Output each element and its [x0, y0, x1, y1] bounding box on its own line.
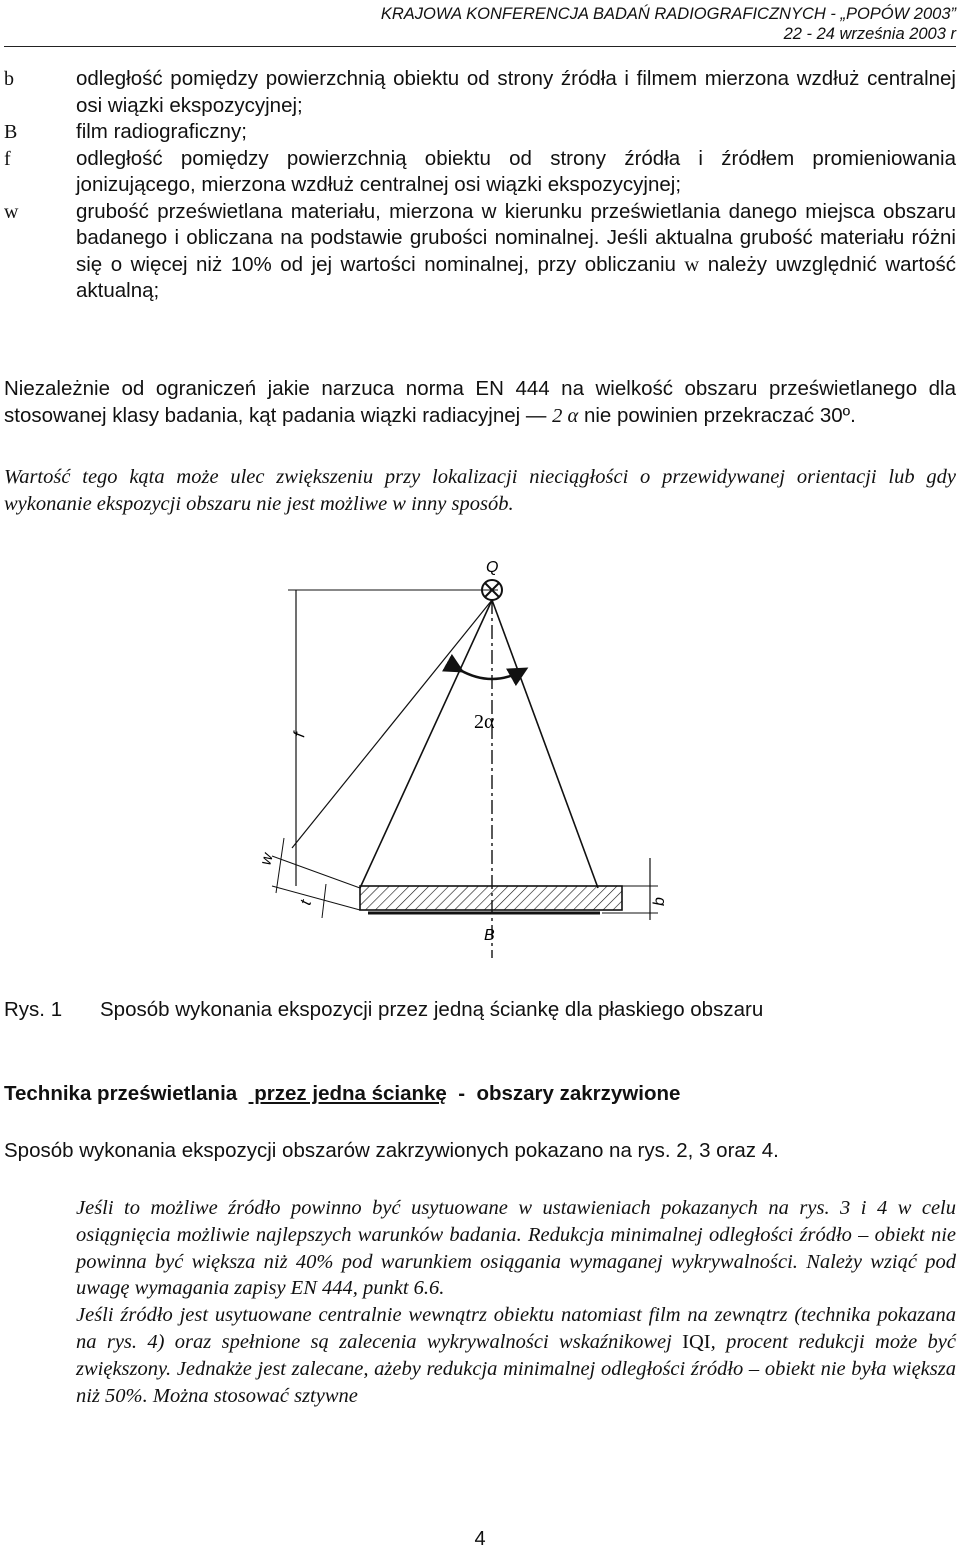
header-conference-title: KRAJOWA KONFERENCJA BADAŃ RADIOGRAFICZNYCH - „POPÓW 2003”	[380, 5, 956, 23]
paragraph-sentence: Jeśli to możliwe źródło powinno być usytuowane w ustawieniach pokazanych na rys. 3 i 4 w celu osiągnięcia możliwie najlepszych warunków badania. Redukcja minimalnej odległości źródło – obiekt nie powinna być większa niż 40% pod warunkiem osiągania wymaganej wykrywalności. Należy wziąć pod uwagę wymagania zapisy EN 444, punkt 6.6.	[76, 1197, 956, 1300]
definition-text-part: grubość prześwietlana materiału, mierzona w kierunku prześwietlania danego miejsca obszaru badanego i obliczana na podstawie grubości nominalnej. Jeśli aktualna grubość materiału różni się o więcej niż 10% od jej wartości nominalnej, przy obliczaniu	[76, 199, 956, 276]
paragraph-source-position	[76, 1195, 956, 1409]
label-b: b	[651, 897, 668, 906]
definition-text: odległość pomiędzy powierzchnią obiektu od strony źródła i filmem mierzona wzdłuż centralnej osi wiązki ekspozycyjnej;	[76, 67, 956, 117]
paragraph-text: Niezależnie od ograniczeń jakie narzuca norma EN 444 na wielkość obszaru prześwietlanego dla stosowanej klasy badania, kąt padania wiązki radiacyjnej —	[4, 377, 956, 427]
paragraph-curved-areas: Sposób wykonania ekspozycji obszarów zakrzywionych pokazano na rys. 2, 3 oraz 4.	[4, 1139, 779, 1162]
paragraph-angle-limit	[4, 376, 956, 429]
definition-f	[4, 146, 956, 199]
page-number: 4	[474, 1528, 486, 1550]
inline-symbol-w: w	[684, 253, 700, 276]
label-t: t	[297, 898, 316, 908]
beam-left	[360, 600, 492, 888]
paragraph-angle-note: Wartość tego kąta może ulec zwiększeniu przy lokalizacji nieciągłości o przewidywanej orientacji lub gdy wykonanie ekspozycji obszaru nie jest możliwe w inny sposób.	[4, 466, 956, 515]
caption-label: Rys. 1	[4, 998, 63, 1021]
paragraph-text: nie powinien przekraczać 30º.	[578, 403, 856, 427]
definition-symbol: B	[4, 121, 18, 143]
paragraph-text: Jeśli źródło jest usytuowane centralnie wewnątrz obiektu natomiast film na zewnątrz (technika pokazana na rys. 4) oraz spełnione są zalecenia wykrywalności wskaźnikowej	[76, 1304, 956, 1353]
beam-oblique	[292, 600, 492, 848]
label-film: B	[484, 927, 495, 944]
iqi-abbrev: IQI	[682, 1330, 711, 1353]
label-w: w	[257, 851, 277, 868]
definition-symbol: w	[4, 200, 19, 223]
definition-text	[76, 199, 956, 305]
object-plate	[360, 886, 622, 910]
label-source: Q	[486, 559, 499, 576]
caption-text: Sposób wykonania ekspozycji przez jedną ściankę dla płaskiego obszaru	[100, 998, 764, 1021]
symbol-definitions	[4, 66, 956, 305]
definition-text-part: należy uwzględnić wartość aktualną;	[76, 252, 956, 302]
label-angle: 2α	[474, 711, 495, 733]
paragraph-text: , procent redukcji może być zwiększony. Jednakże jest zalecane, ażeby redukcja minimalnej odległości źródło – obiekt nie była większa niż 50%. Można stosować sztywne	[76, 1330, 956, 1407]
section-heading	[4, 1082, 956, 1106]
header-rule	[4, 46, 956, 47]
definition-w	[4, 199, 956, 305]
paragraph-sentence	[76, 1302, 956, 1409]
beam-right	[492, 600, 598, 888]
figure-caption	[4, 998, 956, 1022]
heading-underlined: przez jedna ściankę	[248, 1082, 447, 1105]
heading-part: - obszary zakrzywione	[446, 1082, 681, 1105]
definition-symbol: b	[4, 68, 14, 90]
definition-text: film radiograficzny;	[76, 120, 247, 143]
alpha-symbol: 2 α	[552, 404, 579, 427]
label-f: f	[291, 731, 309, 739]
header-date: 22 - 24 września 2003 r	[783, 25, 956, 43]
definition-symbol: f	[4, 147, 11, 170]
definition-b	[4, 66, 956, 119]
definition-B	[4, 119, 956, 146]
heading-part: Technika prześwietlania	[4, 1082, 249, 1105]
figure-single-wall-flat	[232, 548, 792, 968]
running-header	[56, 4, 956, 44]
definition-text: odległość pomiędzy powierzchnią obiektu od strony źródła i źródłem promieniowania jonizującego, mierzona wzdłuż centralnej osi wiązki ekspozycyjnej;	[76, 146, 956, 196]
